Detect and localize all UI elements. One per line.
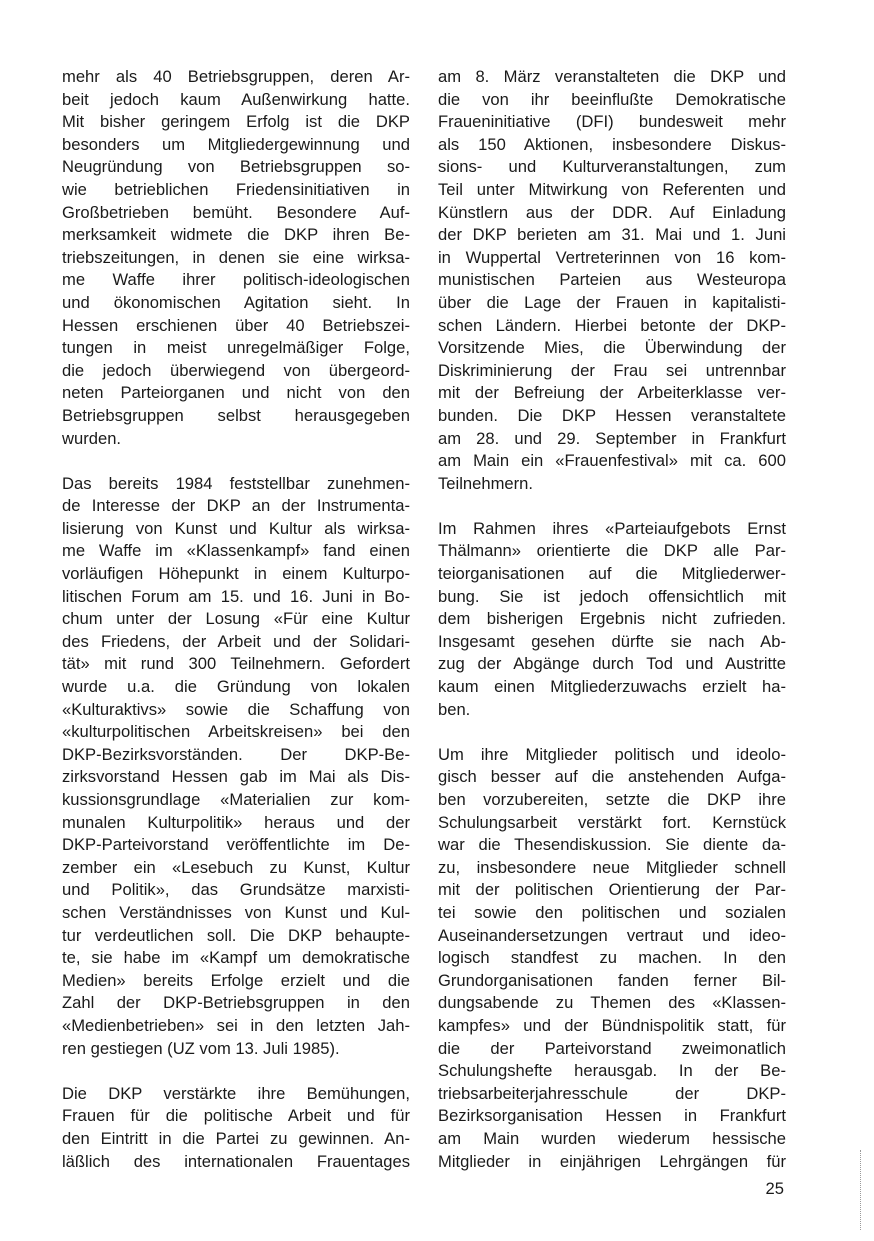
- text-line: und Politik», das Grundsätze marxisti-: [62, 880, 410, 900]
- text-line: zember ein «Lesebuch zu Kunst, Kultur: [62, 857, 410, 877]
- text-line: Neugründung von Betriebsgruppen so-: [62, 157, 410, 177]
- text-line: Frauen für die politische Arbeit und für: [62, 1106, 410, 1126]
- text-line: Künstlern aus der DDR. Auf Einladung: [438, 202, 786, 222]
- text-line: me Waffe im «Klassenkampf» fand einen: [62, 541, 410, 561]
- page-number: 25: [765, 1179, 784, 1198]
- text-line: wurden.: [62, 428, 122, 448]
- text-line: ben vorzubereiten, setzte die DKP ihre: [438, 790, 786, 809]
- text-line: die von ihr beeinflußte Demokratische: [438, 89, 786, 109]
- scan-edge-mark: [860, 1150, 862, 1230]
- text-line: über die Lage der Frauen in kapitalisti-: [438, 292, 786, 312]
- text-line: wie betrieblichen Friedensinitiativen in: [62, 179, 410, 199]
- text-line: zirksvorstand Hessen gab im Mai als Dis-: [62, 767, 410, 787]
- paragraph: [62, 66, 410, 450]
- text-line: logisch standfest zu machen. In den: [438, 948, 786, 968]
- text-line: lisierung von Kunst und Kultur als wirksa-: [62, 518, 410, 538]
- text-line: munistischen Parteien aus Westeuropa: [438, 270, 786, 290]
- text-line: de Interesse der DKP an der Instrumenta-: [62, 496, 410, 516]
- text-line: kaum einen Mitgliederzuwachs erzielt ha-: [438, 677, 786, 697]
- text-line: Zahl der DKP-Betriebsgruppen in den: [62, 993, 410, 1013]
- text-line: «Medienbetrieben» sei in den letzten Jah-: [62, 1015, 410, 1035]
- text-line: Hessen erschienen über 40 Betriebszei-: [62, 315, 410, 335]
- text-line: wurde u.a. die Gründung von lokalen: [62, 677, 410, 697]
- text-line: am 28. und 29. September in Frankfurt: [438, 428, 786, 448]
- text-line: Grundorganisationen fanden ferner Bil-: [438, 970, 786, 990]
- text-line: dungsabende zu Themen des «Klassen-: [438, 993, 786, 1013]
- text-line: Medien» bereits Erfolge erzielt und die: [62, 970, 410, 990]
- text-line: tur verdeutlichen soll. Die DKP behaupte-: [62, 925, 410, 945]
- text-line: me Waffe ihrer politisch-ideologischen: [62, 270, 410, 290]
- text-line: Großbetrieben bemüht. Besondere Auf-: [62, 202, 410, 222]
- text-line: litischen Forum am 15. und 16. Juni in Bo-: [62, 586, 410, 606]
- text-line: tungen in meist unregelmäßiger Folge,: [62, 338, 410, 358]
- text-line: Auseinandersetzungen vertraut und ideo-: [438, 925, 786, 945]
- text-line: kampfes» und der Bündnispolitik statt, für: [438, 1015, 786, 1035]
- text-line: tei sowie den politischen und sozialen: [438, 902, 786, 922]
- text-line: DKP-Parteivorstand veröffentlichte im De-: [62, 835, 410, 855]
- text-line: schen Ländern. Hierbei betonte der DKP-: [438, 315, 786, 335]
- text-line: Betriebsgruppen selbst herausgegeben: [62, 405, 410, 425]
- text-line: zu, insbesondere neue Mitglieder schnell: [438, 857, 786, 877]
- text-line: der DKP berieten am 31. Mai und 1. Juni: [438, 225, 786, 245]
- text-line: Insgesamt gesehen dürfte sie nach Ab-: [438, 631, 786, 651]
- paragraph: [438, 66, 786, 495]
- text-line: merksamkeit widmete die DKP ihren Be-: [62, 225, 410, 245]
- text-line: Vorsitzende Mies, die Überwindung der: [438, 338, 786, 358]
- text-line: bunden. Die DKP Hessen veranstaltete: [438, 405, 786, 425]
- text-line: und ökonomischen Agitation sieht. In: [62, 292, 410, 312]
- text-line: «kulturpolitischen Arbeitskreisen» bei den: [62, 722, 410, 742]
- text-line: teiorganisationen auf die Mitgliederwer-: [438, 564, 786, 584]
- right-column: [438, 66, 786, 1173]
- text-line: DKP-Bezirksvorständen. Der DKP-Be-: [62, 744, 410, 764]
- text-line: Die DKP verstärkte ihre Bemühungen,: [62, 1083, 410, 1103]
- text-line: ren gestiegen (UZ vom 13. Juli 1985).: [62, 1038, 340, 1058]
- text-line: war die Thesendiskussion. Sie diente da-: [438, 835, 786, 855]
- text-line: Schulungsarbeit verstärkt fort. Kernstück: [438, 812, 786, 832]
- text-line: munalen Kulturpolitik» heraus und der: [62, 812, 410, 832]
- left-column: [62, 66, 410, 1173]
- text-line: die jedoch überwiegend von übergeord-: [62, 360, 410, 380]
- text-line: Diskriminierung der Frau sei untrennbar: [438, 360, 786, 380]
- text-line: Teilnehmern.: [438, 473, 534, 493]
- text-line: tät» mit rund 300 Teilnehmern. Gefordert: [62, 654, 410, 674]
- text-line: dem bisherigen Ergebnis nicht zufrieden.: [438, 609, 786, 629]
- text-line: Thälmann» orientierte die DKP alle Par-: [438, 541, 786, 561]
- text-line: bung. Sie ist jedoch offensichtlich mit: [438, 586, 786, 606]
- text-line: in Wuppertal Vertreterinnen von 16 kom-: [438, 247, 786, 267]
- text-line: triebszeitungen, in denen sie eine wirksa-: [62, 247, 410, 267]
- text-line: Mitglieder in einjährigen Lehrgängen für: [438, 1151, 786, 1171]
- text-line: sions- und Kulturveranstaltungen, zum: [438, 157, 786, 177]
- text-line: chum unter der Losung «Für eine Kultur: [62, 609, 410, 629]
- text-line: te, sie habe im «Kampf um demokratische: [62, 948, 410, 968]
- text-line: die der Parteivorstand zweimonatlich: [438, 1038, 786, 1058]
- text-line: gisch besser auf die anstehenden Aufga-: [438, 767, 786, 787]
- text-line: des Friedens, der Arbeit und der Solidari-: [62, 631, 410, 651]
- paragraph: [62, 1083, 410, 1173]
- text-line: als 150 Aktionen, insbesondere Diskus-: [438, 134, 786, 154]
- text-line: Mit bisher geringem Erfolg ist die DKP: [62, 112, 410, 132]
- text-line: beit jedoch kaum Außenwirkung hatte.: [62, 89, 410, 109]
- text-line: Im Rahmen ihres «Parteiaufgebots Ernst: [438, 518, 786, 538]
- text-line: schen Verständnisses von Kunst und Kul-: [62, 902, 410, 922]
- text-line: Um ihre Mitglieder politisch und ideolo-: [438, 744, 786, 764]
- text-line: Schulungshefte herausgab. In der Be-: [438, 1061, 786, 1081]
- paragraph: [62, 473, 410, 1060]
- text-line: Teil unter Mitwirkung von Referenten und: [438, 179, 786, 199]
- text-line: zug der Abgänge durch Tod und Austritte: [438, 654, 786, 674]
- text-line: vorläufigen Höhepunkt in einem Kulturpo-: [62, 564, 410, 584]
- text-line: läßlich des internationalen Frauentages: [62, 1151, 410, 1171]
- text-line: mehr als 40 Betriebsgruppen, deren Ar-: [62, 67, 410, 86]
- text-line: den Eintritt in die Partei zu gewinnen. An-: [62, 1128, 410, 1148]
- text-line: mit der Befreiung der Arbeiterklasse ver-: [438, 383, 786, 403]
- text-line: triebsarbeiterjahresschule der DKP-: [438, 1083, 786, 1103]
- text-line: besonders um Mitgliedergewinnung und: [62, 134, 410, 154]
- paragraph: [438, 744, 786, 1173]
- text-line: mit der politischen Orientierung der Par-: [438, 880, 786, 900]
- text-line: «Kulturaktivs» sowie die Schaffung von: [62, 699, 410, 719]
- text-line: am Main ein «Frauenfestival» mit ca. 600: [438, 451, 786, 471]
- paragraph: [438, 518, 786, 721]
- text-line: Bezirksorganisation Hessen in Frankfurt: [438, 1106, 786, 1126]
- text-line: kussionsgrundlage «Materialien zur kom-: [62, 790, 410, 809]
- text-line: Das bereits 1984 feststellbar zunehmen-: [62, 473, 410, 493]
- text-line: ben.: [438, 699, 471, 719]
- text-line: am 8. März veranstalteten die DKP und: [438, 67, 786, 86]
- text-line: neten Parteiorganen und nicht von den: [62, 383, 410, 403]
- text-line: am Main wurden wiederum hessische: [438, 1128, 786, 1148]
- text-line: Fraueninitiative (DFI) bundesweit mehr: [438, 112, 786, 132]
